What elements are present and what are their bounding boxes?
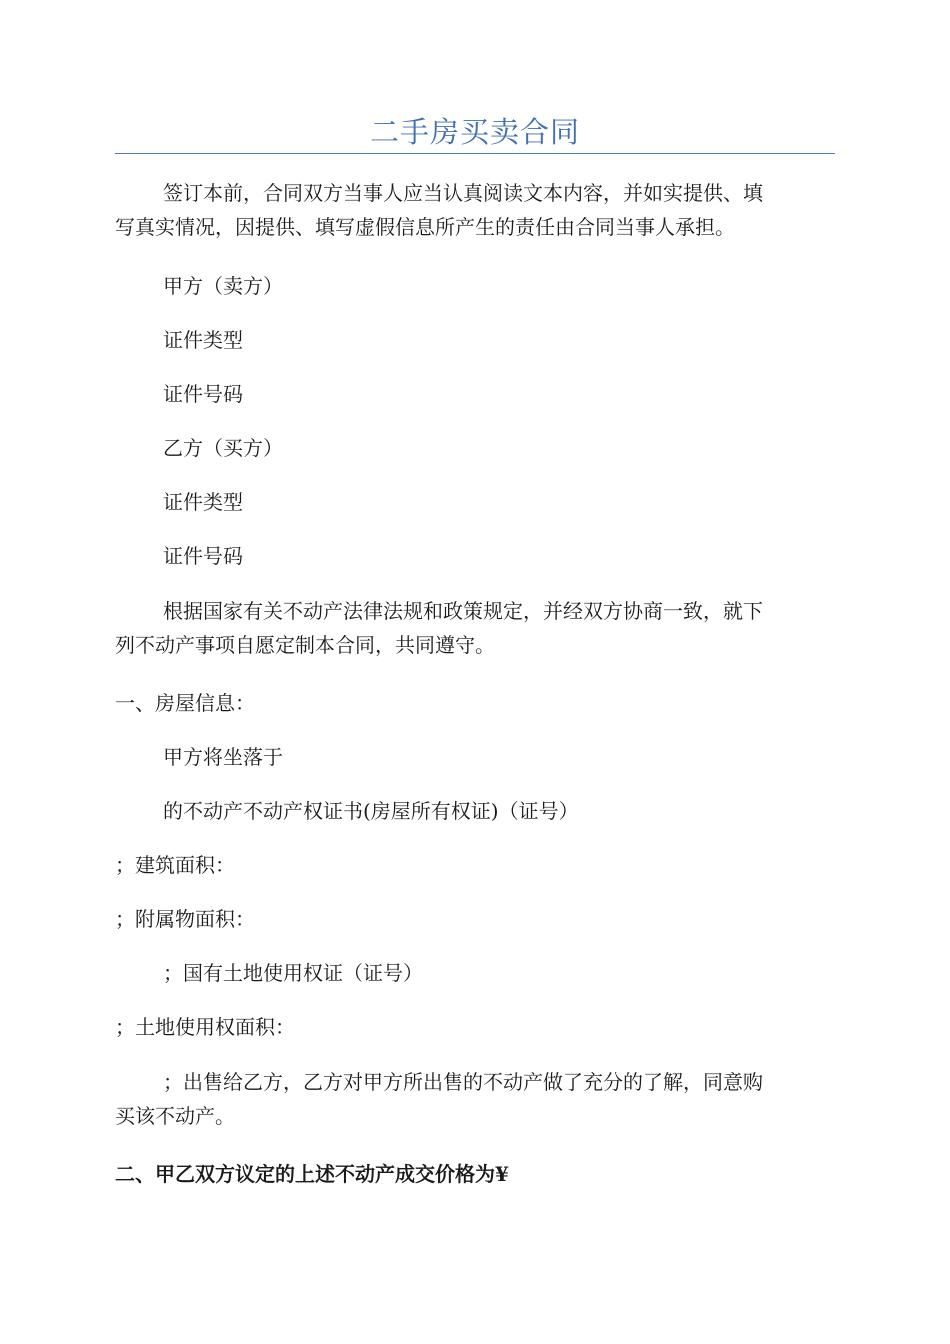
land-certificate: ；国有土地使用权证（证号） [163, 961, 423, 985]
party-a-id-number: 证件号码 [163, 382, 243, 406]
basis-paragraph [115, 594, 835, 662]
property-location: 甲方将坐落于 [163, 745, 283, 769]
title-underline [115, 153, 835, 154]
land-area: ；土地使用权面积： [115, 1015, 295, 1039]
sale-paragraph [115, 1065, 835, 1133]
party-a-id-type: 证件类型 [163, 328, 243, 352]
intro-paragraph [115, 176, 835, 244]
party-b-label: 乙方（买方） [163, 436, 283, 460]
party-b-id-number: 证件号码 [163, 544, 243, 568]
party-a-label: 甲方（卖方） [163, 274, 283, 298]
intro-line-2: 写真实情况，因提供、填写虚假信息所产生的责任由合同当事人承担。 [115, 215, 735, 239]
building-area: ；建筑面积： [115, 853, 235, 877]
basis-line-1: 根据国家有关不动产法律法规和政策规定，并经双方协商一致，就下 [163, 599, 763, 623]
annex-area: ；附属物面积： [115, 907, 255, 931]
section-2-heading: 二、甲乙双方议定的上述不动产成交价格为¥ [115, 1162, 509, 1186]
basis-line-2: 列不动产事项自愿定制本合同，共同遵守。 [115, 633, 495, 657]
sale-line-1: ；出售给乙方，乙方对甲方所出售的不动产做了充分的了解，同意购 [163, 1070, 763, 1094]
sale-line-2: 买该不动产。 [115, 1104, 235, 1128]
intro-line-1: 签订本前，合同双方当事人应当认真阅读文本内容，并如实提供、填 [163, 181, 763, 205]
section-1-heading: 一、房屋信息： [115, 691, 255, 715]
party-b-id-type: 证件类型 [163, 490, 243, 514]
document-title: 二手房买卖合同 [369, 115, 580, 149]
property-certificate: 的不动产不动产权证书(房屋所有权证)（证号） [163, 799, 579, 823]
